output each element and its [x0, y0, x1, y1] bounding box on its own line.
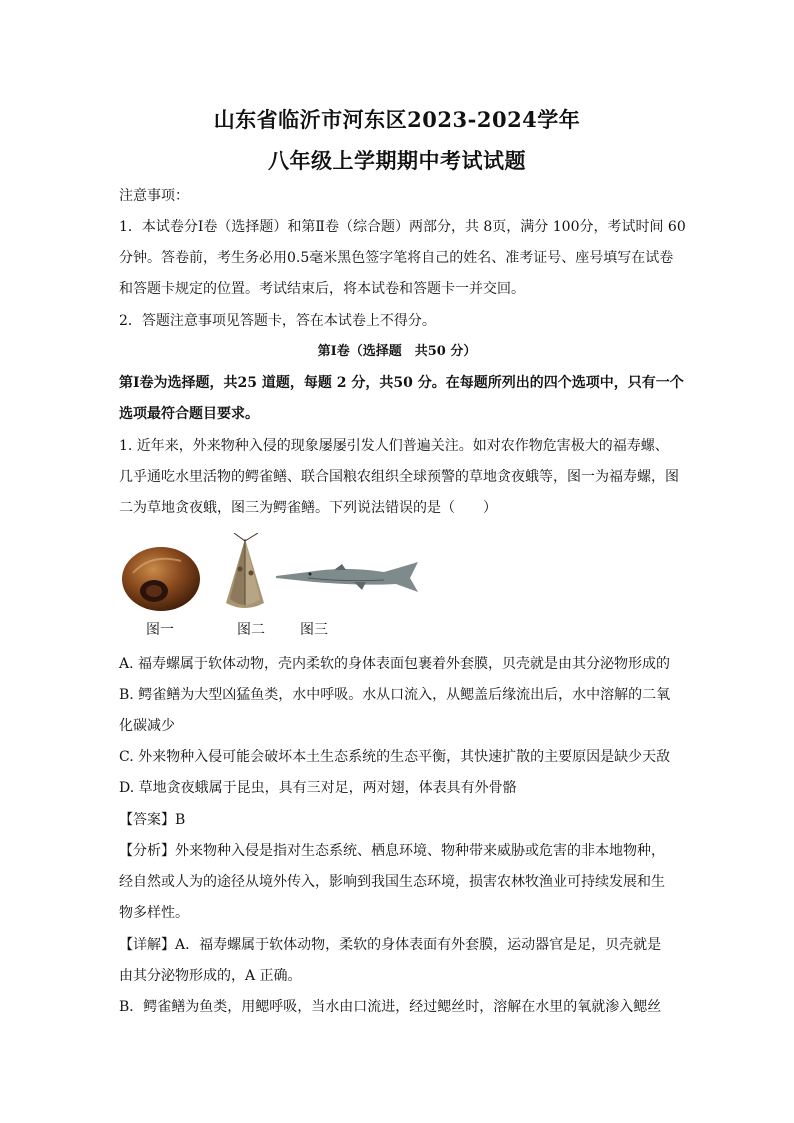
- question-1-stem-line-3: 二为草地贪夜蛾，图三为鳄雀鳝。下列说法错误的是（ ）: [119, 500, 497, 516]
- option-b-line-2: 化碳减少: [119, 718, 175, 734]
- figure-2-caption: 图二: [237, 622, 265, 638]
- section-instructions-line-1: 第Ⅰ卷为选择题，共25 道题，每题 2 分，共50 分。在每题所列出的四个选项中，只有一个: [119, 375, 684, 391]
- gar-fish-image: [274, 560, 420, 594]
- notice-heading: 注意事项：: [119, 188, 189, 204]
- notice-item-1-line-1: 1．本试卷分Ⅰ卷（选择题）和第Ⅱ卷（综合题）两部分，共 8页，满分 100分，考试时间 60: [119, 219, 686, 235]
- notice-item-1-line-3: 和答题卡规定的位置。考试结束后，将本试卷和答题卡一并交回。: [119, 281, 525, 297]
- option-d: D. 草地贪夜蛾属于昆虫，具有三对足，两对翅，体表具有外骨骼: [119, 780, 517, 796]
- option-c: C. 外来物种入侵可能会破坏本土生态系统的生态平衡，其快速扩散的主要原因是缺少天敌: [119, 749, 671, 765]
- analysis-line-3: 物多样性。: [119, 905, 189, 921]
- option-a: A. 福寿螺属于软体动物，壳内柔软的身体表面包裹着外套膜，贝壳就是由其分泌物形成的: [119, 656, 671, 672]
- notice-item-1-line-2: 分钟。答卷前，考生务必用0.5毫米黑色签字笔将自己的姓名、准考证号、座号填写在试卷: [119, 250, 674, 266]
- moth-image: [216, 533, 274, 613]
- analysis-line-1: 【分析】外来物种入侵是指对生态系统、栖息环境、物种带来威胁或危害的非本地物种，: [119, 843, 665, 859]
- figure-1-caption: 图一: [146, 622, 174, 638]
- exam-title: 山东省临沂市河东区2023-2024学年: [213, 107, 581, 132]
- question-1-stem-line-2: 几乎通吃水里活物的鳄雀鳝、联合国粮农组织全球预警的草地贪夜蛾等，图一为福寿螺，图: [119, 469, 679, 485]
- section-heading: 第Ⅰ卷（选择题 共50 分）: [317, 344, 477, 359]
- detail-line-2: 由其分泌物形成的，A 正确。: [119, 968, 302, 984]
- snail-image: [121, 543, 203, 613]
- detail-line-3: B．鳄雀鳝为鱼类，用鳃呼吸，当水由口流进，经过鳃丝时，溶解在水里的氧就渗入鳃丝: [119, 999, 662, 1015]
- detail-line-1: 【详解】A．福寿螺属于软体动物，柔软的身体表面有外套膜，运动器官是足，贝壳就是: [119, 937, 662, 953]
- figure-3-caption: 图三: [300, 622, 328, 638]
- analysis-line-2: 经自然或人为的途径从境外传入，影响到我国生态环境，损害农林牧渔业可持续发展和生: [119, 874, 665, 890]
- section-instructions-line-2: 选项最符合题目要求。: [119, 406, 259, 422]
- answer: 【答案】B: [119, 812, 186, 828]
- option-b-line-1: B. 鳄雀鳝为大型凶猛鱼类，水中呼吸。水从口流入，从鳃盖后缘流出后，水中溶解的二氧: [119, 687, 671, 703]
- question-1-stem-line-1: 1. 近年来，外来物种入侵的现象屡屡引发人们普遍关注。如对农作物危害极大的福寿螺、: [119, 438, 669, 454]
- notice-item-2: 2．答题注意事项见答题卡，答在本试卷上不得分。: [119, 313, 436, 329]
- exam-subtitle: 八年级上学期期中考试试题: [268, 148, 526, 173]
